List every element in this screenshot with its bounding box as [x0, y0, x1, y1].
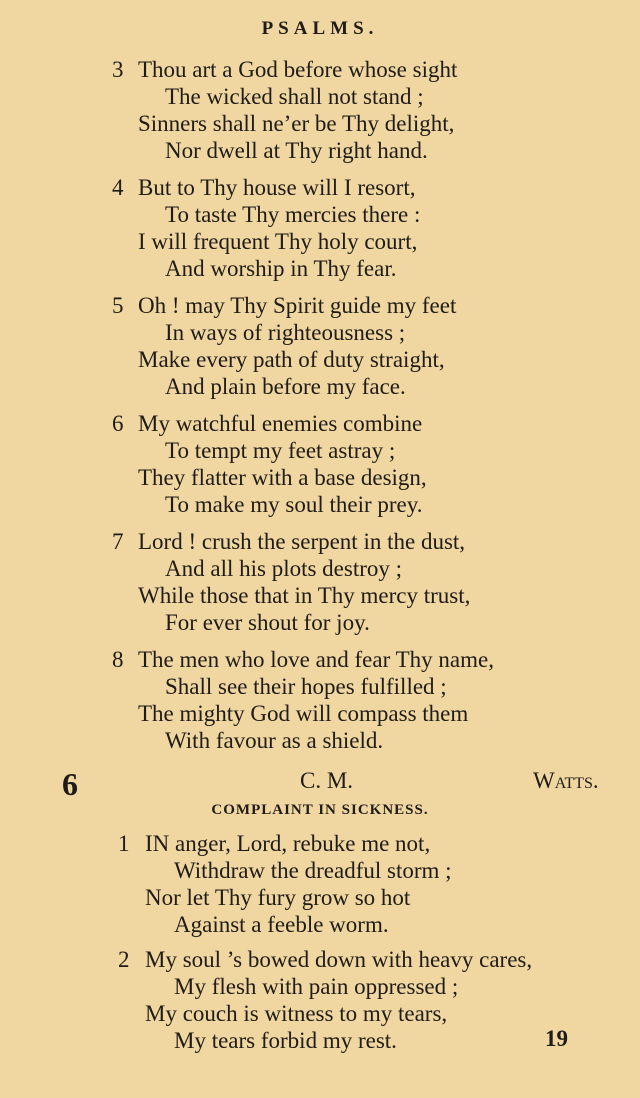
stanza-line: My flesh with pain oppressed ; — [174, 974, 459, 999]
stanza-line: While those that in Thy mercy trust, — [138, 583, 471, 608]
page-header: PSALMS. — [261, 18, 379, 39]
stanza-line: In ways of righteousness ; — [165, 320, 406, 345]
stanza-number: 8 — [112, 647, 124, 672]
hymn-subtitle: COMPLAINT IN SICKNESS. — [211, 802, 429, 818]
stanza-line: My watchful enemies combine — [138, 411, 423, 436]
stanza-number: 2 — [118, 947, 130, 972]
hymn-number: 6 — [62, 766, 78, 802]
stanza-line: My couch is witness to my tears, — [145, 1001, 448, 1026]
stanza-number: 7 — [112, 529, 124, 554]
stanza-line: My tears forbid my rest. — [174, 1028, 397, 1053]
stanza-line: To tempt my feet astray ; — [165, 438, 396, 463]
stanza-line: I will frequent Thy holy court, — [138, 229, 418, 254]
stanza-line: Make every path of duty straight, — [138, 347, 445, 372]
stanza-line: And worship in Thy fear. — [165, 256, 397, 281]
stanza-line: IN anger, Lord, rebuke me not, — [145, 831, 431, 856]
stanza-line: Sinners shall ne’er be Thy delight, — [138, 111, 455, 136]
stanza-line: Nor dwell at Thy right hand. — [165, 138, 428, 163]
hymn-author: Watts. — [533, 768, 599, 793]
stanza-line: The wicked shall not stand ; — [165, 84, 424, 109]
stanza-line: Withdraw the dreadful storm ; — [174, 858, 452, 883]
stanza-line: To make my soul their prey. — [165, 492, 423, 517]
stanza-number: 5 — [112, 293, 124, 318]
stanza-line: To taste Thy mercies there : — [165, 202, 421, 227]
stanza-line: Against a feeble worm. — [174, 912, 389, 937]
stanza-line: The men who love and fear Thy name, — [138, 647, 494, 672]
page-number: 19 — [545, 1026, 568, 1051]
stanza-line: And all his plots destroy ; — [165, 556, 403, 581]
stanza-number: 1 — [118, 831, 130, 856]
stanza-line: But to Thy house will I resort, — [138, 175, 416, 200]
stanza-line: Thou art a God before whose sight — [138, 57, 458, 82]
stanza-line: Nor let Thy fury grow so hot — [145, 885, 411, 910]
stanza-number: 4 — [112, 175, 124, 200]
stanza-number: 3 — [112, 57, 124, 82]
stanza-line: My soul ’s bowed down with heavy cares, — [145, 947, 533, 972]
stanza-line: Lord ! crush the serpent in the dust, — [138, 529, 466, 554]
stanza-line: Shall see their hopes fulfilled ; — [165, 674, 447, 699]
hymn-meter: C. M. — [300, 768, 354, 793]
stanza-line: For ever shout for joy. — [165, 610, 370, 635]
stanza-number: 6 — [112, 411, 124, 436]
stanza-line: With favour as a shield. — [165, 728, 384, 753]
stanza-line: The mighty God will compass them — [138, 701, 469, 726]
stanza-line: Oh ! may Thy Spirit guide my feet — [138, 293, 457, 318]
stanza-line: And plain before my face. — [165, 374, 406, 399]
stanza-line: They flatter with a base design, — [138, 465, 427, 490]
